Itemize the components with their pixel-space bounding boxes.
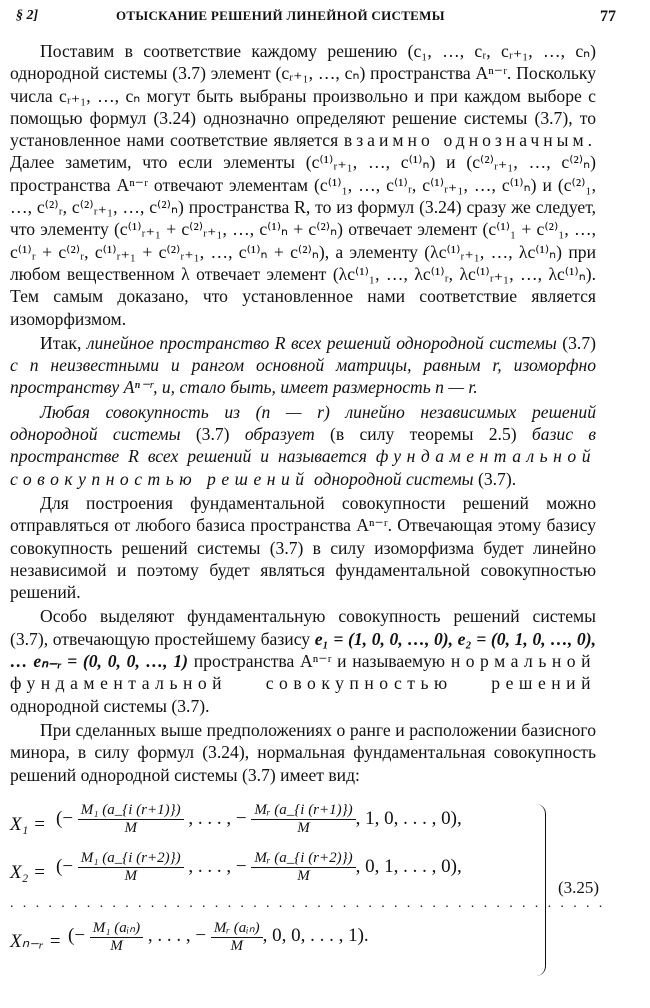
page-body	[10, 40, 596, 786]
right-brace	[535, 804, 546, 976]
paragraph-definition: Любая совокупность из (n — r) линейно независимых решений однородной системы (3.7) образует (в силу теоремы 2.5) базис в пространстве R всех решений и называется фундаментальной совокупностью решений однородной системы (3.7).	[10, 401, 596, 489]
running-title: ОТЫСКАНИЕ РЕШЕНИЙ ЛИНЕЙНОЙ СИСТЕМЫ	[116, 8, 445, 23]
paragraph-correspondence: Поставим в соответствие каждому решению (c₁, …, cᵣ, cᵣ₊₁, …, cₙ) однородной системы (3.7) элемент (cᵣ₊₁, …, cₙ) пространства Aⁿ⁻ʳ. Поскольку числа cᵣ₊₁, …, cₙ могут быть выбраны произвольно и при каждом выборе с помощью формул (3.24) однозначно определяют решение системы (3.7), то установленное нами соответствие является взаимно однозначным. Далее заметим, что если элементы (c⁽¹⁾ᵣ₊₁, …, c⁽¹⁾ₙ) и (c⁽²⁾ᵣ₊₁, …, c⁽²⁾ₙ) пространства Aⁿ⁻ʳ отвечают элементам (c⁽¹⁾₁, …, c⁽¹⁾ᵣ, c⁽¹⁾ᵣ₊₁, …, c⁽¹⁾ₙ) и (c⁽²⁾₁, …, c⁽²⁾ᵣ, c⁽²⁾ᵣ₊₁, …, c⁽²⁾ₙ) пространства R, то из формул (3.24) сразу же следует, что элементу (c⁽¹⁾ᵣ₊₁ + c⁽²⁾ᵣ₊₁, …, c⁽¹⁾ₙ + c⁽²⁾ₙ) отвечает элемент (c⁽¹⁾₁ + c⁽²⁾₁, …, c⁽¹⁾ᵣ + c⁽²⁾ᵣ, c⁽¹⁾ᵣ₊₁ + c⁽²⁾ᵣ₊₁, …, c⁽¹⁾ₙ + c⁽²⁾ₙ), а элементу (λc⁽¹⁾ᵣ₊₁, …, λc⁽¹⁾ₙ) при любом вещественном λ отвечает элемент (λc⁽¹⁾₁, …, λc⁽¹⁾ᵣ, λc⁽¹⁾ᵣ₊₁, …, λc⁽¹⁾ₙ). Тем самым доказано, что установленное нами соответствие является изоморфизмом.	[10, 41, 596, 329]
paragraph-theorem: Итак, линейное пространство R всех решений однородной системы (3.7) с n неизвестными и рангом основной матрицы, равным r, изоморфно пространству Aⁿ⁻ʳ, и, стало быть, имеет размерность n — r.	[10, 332, 596, 398]
fraction: $\frac{\text{M₁ (aᵢₙ)}}{M}$	[90, 918, 143, 955]
basis-vectors: e₁ = (1, 0, 0, …, 0), e₂ = (0, 1, 0, …, 0), … eₙ₋ᵣ = (0, 0, 0, …, 1)	[10, 628, 596, 672]
formula-row-x1: X₁ = (− $\frac{\text{M₁ (a\_\{i (r+1)\})}}{M}$ , . . . , − $\frac{\text{Mᵣ (a\_\{i (r+1)\})}}{M}$ , 1, 0, . . . , 0),	[10, 802, 462, 836]
formula-row-xn: Xₙ₋ᵣ = (− $\frac{\text{M₁ (aᵢₙ)}}{M}$ , . . . , − $\frac{\text{Mᵣ (aᵢₙ)}}{M}$ , 0, 0, . . . , 1).	[10, 920, 369, 954]
paragraph-intro-formula: При сделанных выше предположениях о ранге и расположении базисного минора, в силу формул (3.24), нормальная фундаментальная совокупность решений однородной системы (3.7) имеет вид:	[10, 719, 596, 785]
equation-number: (3.25)	[558, 878, 600, 897]
formula-lhs: Xₙ₋ᵣ =	[10, 931, 62, 952]
paragraph-construction: Для построения фундаментальной совокупности решений можно отправляться от любого базиса пространства Aⁿ⁻ʳ. Отвечающая этому базису совокупность решений системы (3.7) в силу изоморфизма будет линейно независимой и поэтому будет являться фундаментальной совокупностью решений.	[10, 492, 596, 603]
fraction: $\frac{\text{Mᵣ (a\_\{i (r+1)\})}}{M}$	[251, 802, 355, 837]
section-marker: § 2]	[16, 8, 39, 23]
page-number: 77	[600, 8, 616, 25]
formula-3-25	[10, 800, 630, 980]
formula-row-x2: X₂ = (− $\frac{\text{M₁ (a\_\{i (r+2)\})}}{M}$ , . . . , − $\frac{\text{Mᵣ (a\_\{i (r+2)\})}}{M}$ , 0, 1, . . . , 0),	[10, 850, 462, 884]
running-header	[16, 8, 616, 30]
formula-lhs: X₂ =	[10, 862, 46, 883]
fraction: $\frac{\text{Mᵣ (a\_\{i (r+2)\})}}{M}$	[251, 850, 355, 885]
paragraph-normal-basis: Особо выделяют фундаментальную совокупность решений системы (3.7), отвечающую простейшему базису e₁ = (1, 0, 0, …, 0), e₂ = (0, 1, 0, …, 0), … eₙ₋ᵣ = (0, 0, 0, …, 1) пространства Aⁿ⁻ʳ и называемую нормальной фундаментальной совокупностью решений однородной системы (3.7).	[10, 606, 596, 716]
spaced-emphasis: взаимно однозначным.	[343, 130, 596, 151]
spaced-term-normal: нормальной фундаментальной совокупностью решений	[10, 651, 596, 694]
ellipsis-row: ...............................................	[10, 896, 612, 911]
fraction: $\frac{\text{M₁ (a\_\{i (r+1)\})}}{M}$	[78, 802, 184, 837]
formula-lhs: X₁ =	[10, 814, 46, 835]
spaced-term: фундаментальной совокупностью решений	[10, 446, 596, 489]
fraction: $\frac{\text{Mᵣ (aᵢₙ)}}{M}$	[211, 918, 263, 955]
fraction: $\frac{\text{M₁ (a\_\{i (r+2)\})}}{M}$	[78, 850, 184, 885]
